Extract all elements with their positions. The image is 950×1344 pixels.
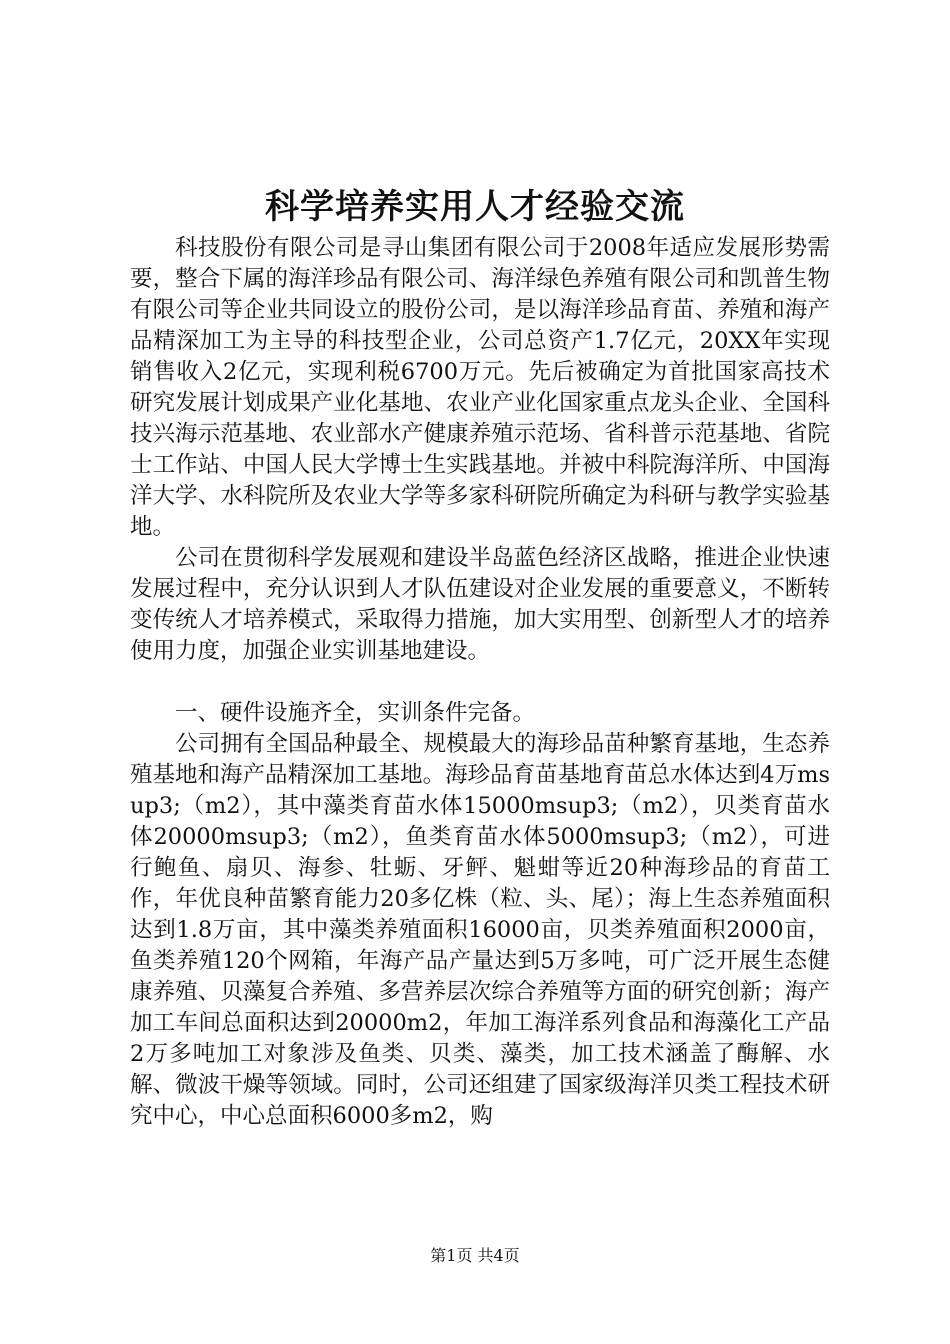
section-heading-1: 一、硬件设施齐全，实训条件完备。 [175,700,536,726]
page-number-footer: 第1页 共4页 [430,1246,520,1265]
document-title: 科学培养实用人才经验交流 [265,187,685,227]
paragraph-talent-strategy: 公司在贯彻科学发展观和建设半岛蓝色经济区战略，推进企业快速发展过程中，充分认识到人才队伍建设对企业发展的重要意义，不断转变传统人才培养模式，采取得力措施，加大实用型、创新型人才的培养使用力度，加强企业实训基地建设。 [130,545,830,664]
document-body [130,233,830,1132]
paragraph-company-intro: 科技股份有限公司是寻山集团有限公司于2008年适应发展形势需要，整合下属的海洋珍品有限公司、海洋绿色养殖有限公司和凯普生物有限公司等企业共同设立的股份公司，是以海洋珍品育苗、养殖和海产品精深加工为主导的科技型企业，公司总资产1.7亿元，20XX年实现销售收入2亿元，实现利税6700万元。先后被确定为首批国家高技术研究发展计划成果产业化基地、农业产业化国家重点龙头企业、全国科技兴海示范基地、农业部水产健康养殖示范场、省科普示范基地、省院士工作站、中国人民大学博士生实践基地。并被中科院海洋所、中国海洋大学、水科院所及农业大学等多家科研院所确定为科研与教学实验基地。 [130,235,830,540]
paragraph-facilities: 公司拥有全国品种最全、规模最大的海珍品苗种繁育基地，生态养殖基地和海产品精深加工基地。海珍品育苗基地育苗总水体达到4万msup3;（m2），其中藻类育苗水体15000msup3;（m2），贝类育苗水体20000msup3;（m2），鱼类育苗水体5000msup3;（m2），可进行鲍鱼、扇贝、海参、牡蛎、牙鲆、魁蚶等近20种海珍品的育苗工作，年优良种苗繁育能力20多亿株（粒、头、尾）；海上生态养殖面积达到1.8万亩，其中藻类养殖面积16000亩，贝类养殖面积2000亩，鱼类养殖120个网箱，年海产品产量达到5万多吨，可广泛开展生态健康养殖、贝藻复合养殖、多营养层次综合养殖等方面的研究创新；海产加工车间总面积达到20000m2，年加工海洋系列食品和海藻化工产品2万多吨加工对象涉及鱼类、贝类、藻类，加工技术涵盖了酶解、水解、微波干燥等领域。同时，公司还组建了国家级海洋贝类工程技术研究中心，中心总面积6000多m2，购 [130,731,830,1129]
